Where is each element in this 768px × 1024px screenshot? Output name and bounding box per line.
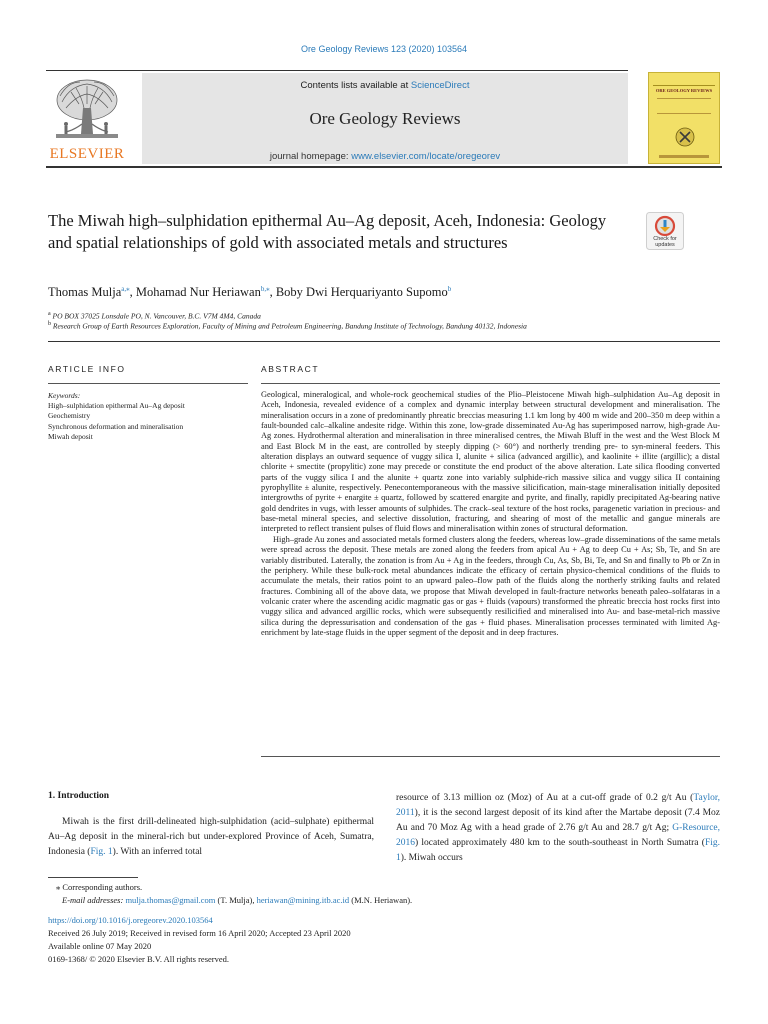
affiliation-text: PO BOX 37025 Lonsdale PO, N. Vancouver, B.C. V7M 4M4, Canada bbox=[52, 311, 261, 321]
cover-top-strip bbox=[653, 77, 715, 86]
check-updates-label: Check for updates bbox=[653, 236, 677, 248]
elsevier-wordmark: ELSEVIER bbox=[49, 146, 125, 162]
author-affil-sup[interactable]: b bbox=[447, 285, 452, 293]
author-separator: , bbox=[269, 285, 276, 300]
email-label: E-mail addresses: bbox=[62, 895, 126, 905]
journal-header bbox=[46, 70, 722, 166]
keywords-block bbox=[48, 391, 248, 442]
introduction-heading: 1. Introduction bbox=[48, 791, 110, 801]
header-top-rule bbox=[46, 70, 628, 71]
sciencedirect-link[interactable]: ScienceDirect bbox=[410, 80, 470, 91]
author-name: Thomas Mulja bbox=[48, 285, 122, 300]
affiliation-a bbox=[48, 311, 728, 321]
affiliation-rule bbox=[48, 341, 720, 342]
journal-name: Ore Geology Reviews bbox=[309, 109, 461, 128]
author-name: Mohamad Nur Heriawan bbox=[135, 285, 261, 300]
check-for-updates-button[interactable] bbox=[646, 212, 684, 250]
article-title: The Miwah high–sulphidation epithermal Au–Ag deposit, Aceh, Indonesia: Geology and spatial relationships of gold with associated metals and structures bbox=[48, 211, 607, 252]
intro-text: ). With an inferred total bbox=[112, 847, 203, 857]
affiliation-b bbox=[48, 321, 728, 331]
available-online-date: Available online 07 May 2020 bbox=[48, 941, 152, 951]
journal-citation-link[interactable]: Ore Geology Reviews 123 (2020) 103564 bbox=[300, 44, 468, 54]
header-bottom-rule bbox=[46, 166, 722, 168]
doi-link[interactable]: https://doi.org/10.1016/j.oregeorev.2020.103564 bbox=[48, 915, 213, 925]
citation-link[interactable]: G-Resource, 2016 bbox=[396, 823, 720, 848]
author-affil-sup[interactable]: b,⁎ bbox=[260, 285, 270, 293]
contents-line bbox=[142, 80, 628, 91]
article-info-heading: ARTICLE INFO bbox=[48, 364, 126, 374]
author-affil-sup[interactable]: a,⁎ bbox=[121, 285, 130, 293]
article-info-rule bbox=[48, 383, 248, 384]
intro-text: ) located approximately 480 km to the south-southeast in North Sumatra ( bbox=[415, 838, 705, 848]
cover-emblem-icon bbox=[675, 127, 695, 147]
copyright-notice: 0169-1368/ © 2020 Elsevier B.V. All rights reserved. bbox=[48, 954, 230, 964]
intro-text: resource of 3.13 million oz (Moz) of Au at a cut-off grade of 0.2 g/t Au ( bbox=[396, 793, 694, 803]
abstract-bottom-rule bbox=[261, 756, 720, 757]
introduction-right-column bbox=[396, 791, 720, 866]
email-owner: (M.N. Heriawan). bbox=[349, 895, 413, 905]
keyword-item: Miwah deposit bbox=[48, 431, 93, 441]
received-dates: Received 26 July 2019; Received in revised form 16 April 2020; Accepted 23 April 2020 bbox=[48, 928, 351, 938]
intro-text: ). Miwah occurs bbox=[400, 853, 463, 863]
journal-cover-thumbnail[interactable] bbox=[648, 72, 720, 164]
keywords-label: Keywords: bbox=[48, 391, 81, 400]
homepage-prefix: journal homepage: bbox=[269, 151, 352, 162]
email-link[interactable]: heriawan@mining.itb.ac.id bbox=[256, 895, 350, 905]
affiliation-text: Research Group of Earth Resources Exploration, Faculty of Mining and Petroleum Engineering, Bandung Institute of Technology, Bandung 40132, Indonesia bbox=[52, 321, 527, 331]
corresponding-author-note: ⁎ Corresponding authors. bbox=[56, 882, 143, 892]
author-list bbox=[48, 285, 688, 300]
journal-banner bbox=[142, 73, 628, 164]
footnote-rule bbox=[48, 877, 138, 878]
intro-text: Miwah is the first drill-delineated high-sulphidation (acid–sulphate) epithermal Au–Ag deposit in the mineral-rich but under-explored Province of Aceh, Sumatra, Indonesia ( bbox=[48, 817, 374, 857]
keyword-item: High–sulphidation epithermal Au–Ag deposit bbox=[48, 401, 185, 411]
email-owner: (T. Mulja), bbox=[215, 895, 257, 905]
abstract-heading: ABSTRACT bbox=[261, 364, 320, 374]
abstract-paragraph: High–grade Au zones and associated metals formed clusters along the feeders, whereas low–grade disseminations of the same metals were spread across the deposit. These metals are zoned along the feeders from apical Au + Ag to deep Cu + As; Sb, Te, and Sn are variably distributed. Laterally, the zonation is from Au + Ag in the feeders, through Cu, As, Sb, Bi, Te, and Sn and finally to Pb or Zn in the periphery. While these bulk-rock metal abundances indicate the efficacy of certain physico-chemical conditions of the fluids to accumulate the metals, their ratios point to an upward paleo–flow path of the fluids along the northerly striking faults and related fractures. Combining all of the above data, we propose that Miwah developed in fault-fracture networks beneath paleo–solfataras in a volcanic crater where the ascending acidic magmatic gas or gas + fluids (vapours) transformed the phreatic breccia host rocks first into vuggy silica and advanced argillic rocks, which were subsequently resilicified and mineralised into Au- and base-metal-rich massive silica during the depressurisation and condensation of the gas + fluid phases. Mineralisation processes terminated with limited Ag-enrichment by late-stage fluids in the upper segment of the deposit and in deep fractures. bbox=[261, 534, 720, 637]
keyword-item: Synchronous deformation and mineralisation bbox=[48, 421, 184, 431]
figure-reference-link[interactable]: Fig. 1 bbox=[396, 838, 720, 863]
cover-bottom-text bbox=[659, 155, 709, 158]
email-addresses bbox=[62, 895, 412, 905]
cover-title: ORE GEOLOGY REVIEWS bbox=[655, 88, 713, 93]
author-name: Boby Dwi Herquariyanto Supomo bbox=[275, 285, 448, 300]
elsevier-logo[interactable] bbox=[46, 74, 128, 164]
citation-link[interactable]: Taylor, 2011 bbox=[396, 793, 720, 818]
abstract-body bbox=[261, 390, 720, 638]
abstract-rule bbox=[261, 383, 720, 384]
intro-paragraph bbox=[48, 815, 374, 860]
homepage-line bbox=[142, 151, 628, 162]
intro-paragraph bbox=[396, 791, 720, 866]
contents-prefix: Contents lists available at bbox=[300, 80, 411, 91]
email-link[interactable]: mulja.thomas@gmail.com bbox=[125, 895, 216, 905]
introduction-left-column bbox=[48, 815, 374, 860]
author-separator: , bbox=[129, 285, 136, 300]
cover-subtitle-lines bbox=[657, 98, 711, 114]
figure-reference-link[interactable]: Fig. 1 bbox=[90, 847, 113, 857]
affiliation-marker: b bbox=[48, 321, 51, 327]
keyword-item: Geochemistry bbox=[48, 411, 91, 421]
affiliation-marker: a bbox=[48, 311, 51, 317]
intro-text: ), it is the second largest deposit of its kind after the Martabe deposit (7.4 Moz Au and 70 Moz Ag with a head grade of 2.76 g/t Au and 28.7 g/t Ag; bbox=[396, 808, 720, 833]
abstract-paragraph: Geological, mineralogical, and whole-rock geochemical studies of the Plio–Pleistocene Miwah high–sulphidation Au–Ag deposit in Aceh, Indonesia, revealed evidence of a complex and dynamic interplay between structural development and mineralisation. The mineralisation occurs in a zone of predominantly phreatic breccias measuring 1.1 km long by 400 m wide and 200–350 m deep within a fault-bounded calc–alkaline andesite ridge. Within this zone, low-grade disseminated Au-Ag has superimposed narrow, high-grade Au-Ag zones. Hydrothermal alteration and mineralisation in three mineralised centres, the Miwah Bluff in the west and the West Block M and East Block M in the east, are controlled by steeply dipping (> 60°) and northerly trending pre- to syn-mineral feeders. This alteration displays an outward sequence of vuggy silica I, alunite + silica (advanced argillic), and kaolinite + illite (argillic); a distal chlorite + smectite (propylitic) zone may precede or constitute the end product of the above alteration. Late silica flooding converted parts of the vuggy silica I and the alunite + quartz zone into variably sulphide-rich massive silica and vuggy silica II containing pyrophyllite ± alunite, respectively. Penecontemporaneous with the massive silicification, main-stage mineralisation initially deposited intergrowths of pyrite + enargite ± quartz, followed by scattered enargite and pyrite, and finally, rapidly precipitated Ag-bearing native gold dendrites in vugs, with lesser amounts of sulphides. The crack–seal texture of the host rocks, paragenetic variation in precious- and base-metal mineral species, and selective dissolution, fracturing, and shearing of most of the metallic and gangue minerals are interpreted to reflect transient pulses of fluid flows and mineralisation within zones of structural deformation. bbox=[261, 390, 720, 534]
journal-homepage-link[interactable]: www.elsevier.com/locate/oregeorev bbox=[351, 151, 501, 162]
